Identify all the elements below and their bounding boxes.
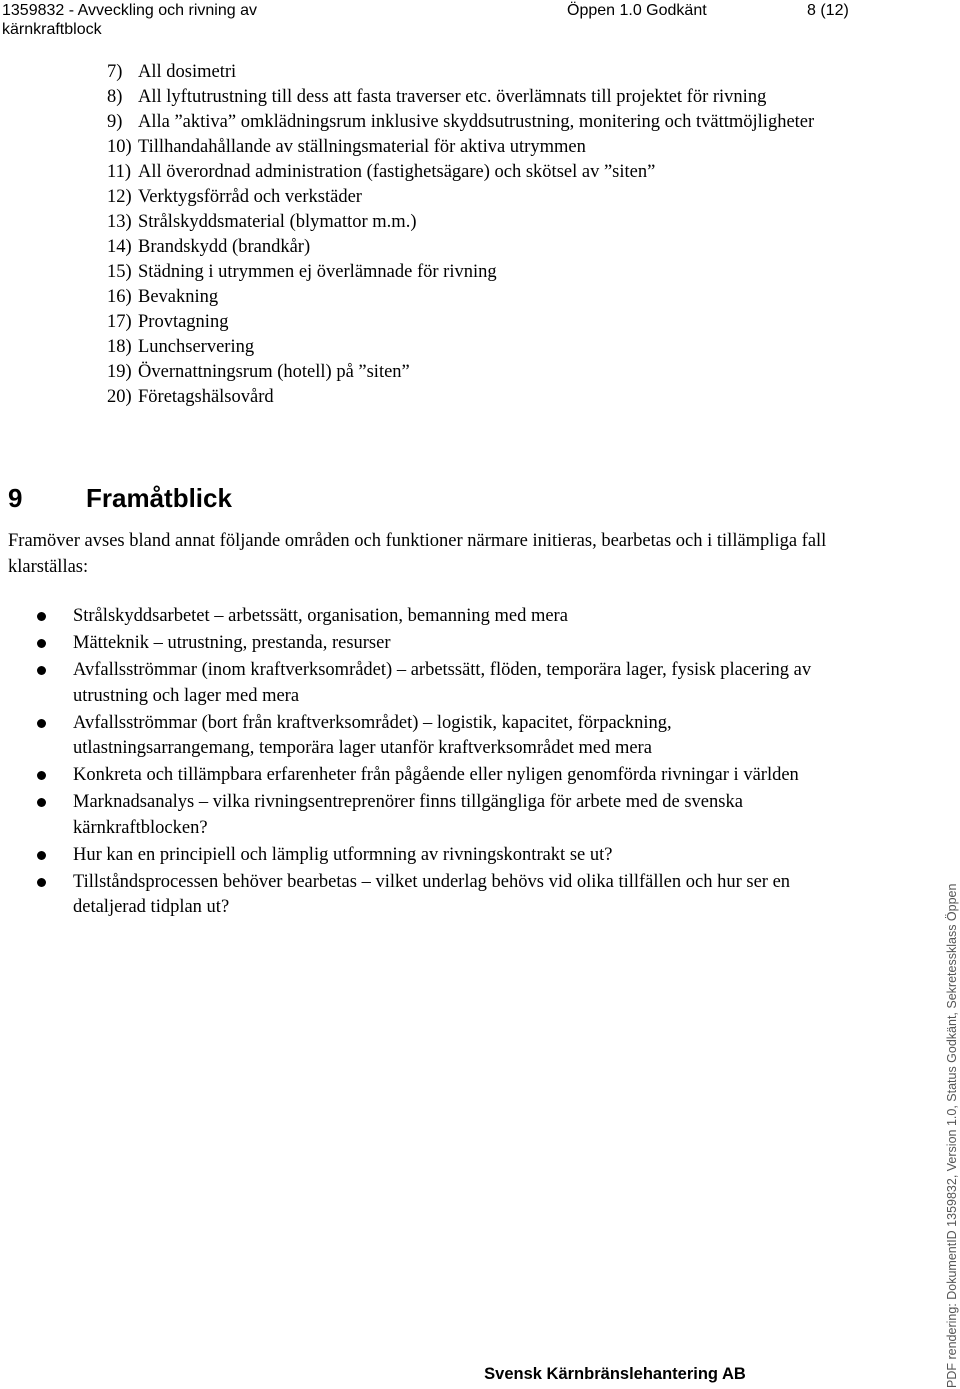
item-number: 7) (107, 62, 123, 82)
bullet-text: Marknadsanalys – vilka rivningsentreprenörer finns tillgängliga för arbete med de svenska kärnkraftblocken? (73, 792, 743, 838)
numbered-list (107, 60, 838, 410)
item-number: 11) (107, 162, 131, 182)
list-item (107, 85, 838, 110)
list-item (107, 360, 838, 385)
list-item (107, 60, 838, 85)
bullet-text: Avfallsströmmar (bort från kraftverksområdet) – logistik, kapacitet, förpackning, utlastningsarrangemang, temporära lager utanför kraftverksområdet med mera (73, 712, 672, 758)
item-text: Tillhandahållande av ställningsmaterial för aktiva utrymmen (138, 137, 586, 157)
bullet-item (30, 843, 830, 869)
list-item (107, 385, 838, 410)
section-heading (8, 482, 232, 514)
bullet-list (30, 604, 830, 922)
item-text: All dosimetri (138, 62, 237, 82)
item-number: 17) (107, 312, 132, 332)
bullet-icon (37, 798, 46, 807)
item-text: Städning i utrymmen ej överlämnade för rivning (138, 262, 497, 282)
item-text: Strålskyddsmaterial (blymattor m.m.) (138, 212, 417, 232)
item-number: 12) (107, 187, 132, 207)
bullet-text: Konkreta och tillämpbara erfarenheter från pågående eller nyligen genomförda rivningar i världen (73, 765, 799, 785)
document-status: Öppen 1.0 Godkänt (567, 2, 707, 19)
bullet-icon (37, 612, 46, 621)
list-item (107, 110, 838, 135)
bullet-item (30, 604, 830, 630)
item-text: Brandskydd (brandkår) (138, 237, 311, 257)
list-item (107, 260, 838, 285)
list-item (107, 185, 838, 210)
item-number: 19) (107, 362, 132, 382)
list-item (107, 310, 838, 335)
item-text: Lunchservering (138, 337, 255, 357)
bullet-item (30, 790, 830, 841)
list-item (107, 135, 838, 160)
bullet-icon (37, 639, 46, 648)
bullet-text: Strålskyddsarbetet – arbetssätt, organisation, bemanning med mera (73, 606, 568, 626)
list-item (107, 210, 838, 235)
item-text: Verktygsförråd och verkstäder (138, 187, 362, 207)
bullet-icon (37, 719, 46, 728)
bullet-text: Hur kan en principiell och lämplig utformning av rivningskontrakt se ut? (73, 844, 613, 865)
item-number: 8) (107, 87, 123, 107)
item-number: 18) (107, 337, 132, 357)
footer-company: Svensk Kärnbränslehantering AB (484, 1365, 746, 1383)
list-item (107, 160, 838, 185)
document-title: 1359832 - Avveckling och rivning av kärnkraftblock (2, 2, 257, 38)
list-item (107, 235, 838, 260)
bullet-text: Avfallsströmmar (inom kraftverksområdet) – arbetssätt, flöden, temporära lager, fysisk placering av utrustning och lager med mera (73, 660, 812, 706)
item-number: 16) (107, 287, 132, 307)
page-header (0, 0, 960, 44)
item-number: 14) (107, 237, 132, 257)
item-number: 15) (107, 262, 132, 282)
section-number: 9 (8, 483, 23, 513)
bullet-icon (37, 666, 46, 675)
bullet-item (30, 763, 830, 789)
item-text: Företagshälsovård (138, 387, 274, 407)
section-title: Framåtblick (86, 483, 232, 513)
item-text: Provtagning (138, 312, 229, 332)
pdf-rendering-note: PDF rendering: DokumentID 1359832, Version 1.0, Status Godkänt, Sekretessklass Öppen (945, 883, 959, 1388)
bullet-item (30, 631, 830, 657)
item-text: All överordnad administration (fastighetsägare) och skötsel av ”siten” (138, 162, 656, 182)
page-number: 8 (12) (807, 2, 849, 19)
item-number: 20) (107, 387, 132, 407)
list-item (107, 285, 838, 310)
bullet-icon (37, 851, 46, 860)
bullet-icon (37, 878, 46, 887)
bullet-item (30, 711, 830, 762)
bullet-text: Tillståndsprocessen behöver bearbetas – vilket underlag behövs vid olika tillfällen och hur ser en detaljerad tidplan ut? (73, 871, 791, 917)
item-text: Bevakning (138, 287, 219, 307)
item-text: Övernattningsrum (hotell) på ”siten” (138, 362, 410, 382)
item-number: 9) (107, 112, 123, 132)
item-number: 13) (107, 212, 132, 232)
bullet-item (30, 658, 830, 709)
bullet-icon (37, 771, 46, 780)
section-intro: Framöver avses bland annat följande områden och funktioner närmare initieras, bearbetas och i tillämpliga fall klarställas: (8, 531, 827, 577)
list-item (107, 335, 838, 360)
item-text: Alla ”aktiva” omklädningsrum inklusive skyddsutrustning, monitering och tvättmöjligheter (138, 112, 815, 132)
bullet-item (30, 870, 830, 921)
item-number: 10) (107, 137, 132, 157)
bullet-text: Mätteknik – utrustning, prestanda, resurser (73, 633, 391, 653)
item-text: All lyftutrustning till dess att fasta traverser etc. överlämnats till projektet för rivning (138, 87, 767, 107)
